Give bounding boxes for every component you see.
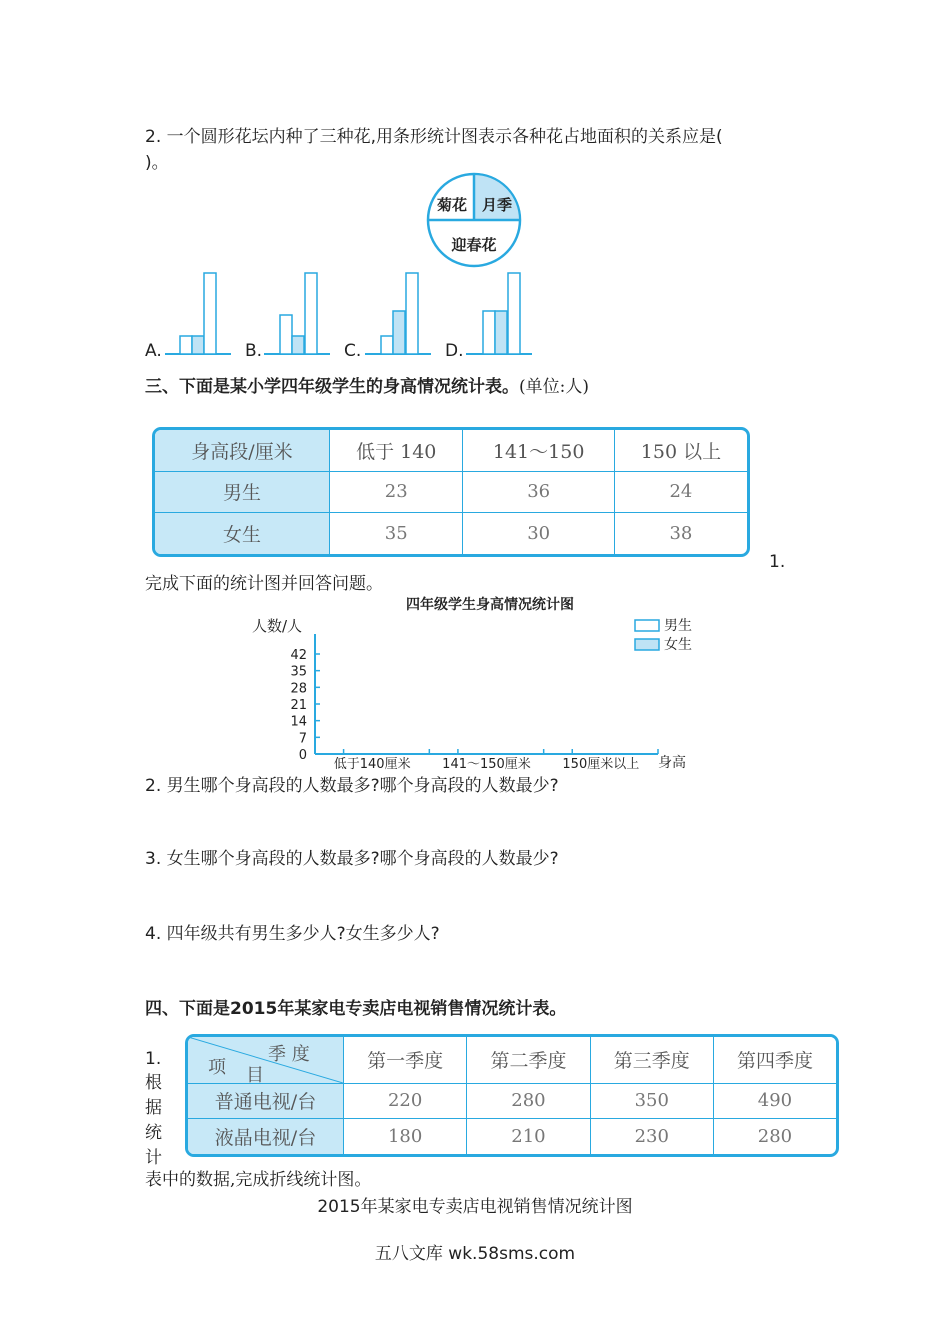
y-tick-label: 35 <box>290 664 307 680</box>
section4-heading: 四、下面是2015年某家电专卖店电视销售情况统计表。 <box>145 999 567 1019</box>
y-tick-label: 21 <box>290 698 307 713</box>
legend-label-boys: 男生 <box>664 618 692 634</box>
row-label-lcd-tv: 液晶电视/台 <box>188 1119 344 1154</box>
table-cell: 24 <box>614 471 747 513</box>
pie-label-jasmine: 迎春花 <box>451 236 497 254</box>
section4-side-2: 据 <box>145 1098 162 1118</box>
section3-heading-text: 三、下面是某小学四年级学生的身高情况统计表。 <box>145 377 519 397</box>
option-c-label[interactable]: C. <box>344 341 362 361</box>
option-b-bars <box>264 270 330 358</box>
x-category-label: 141～150厘米 <box>442 757 531 772</box>
row-label-regular-tv: 普通电视/台 <box>188 1083 344 1119</box>
pie-label-chrysanthemum: 菊花 <box>436 196 468 214</box>
y-tick-label: 14 <box>290 714 307 730</box>
option-a-bars <box>165 270 231 358</box>
x-axis-label: 身高 <box>658 755 686 771</box>
section3-q3: 3. 女生哪个身高段的人数最多?哪个身高段的人数最少? <box>145 849 559 869</box>
table-cell: 350 <box>590 1083 713 1119</box>
footer-watermark: 五八文库 wk.58sms.com <box>374 1244 576 1264</box>
y-tick-label: 7 <box>298 731 307 747</box>
section3-q4: 4. 四年级共有男生多少人?女生多少人? <box>145 924 440 944</box>
table-row <box>155 471 747 513</box>
option-b-label[interactable]: B. <box>245 341 263 361</box>
option-c-bars <box>365 270 431 358</box>
row-label-girls: 女生 <box>155 513 330 554</box>
section3-q1-text: 完成下面的统计图并回答问题。 <box>145 574 383 594</box>
tv-table-q1: 第一季度 <box>344 1037 467 1083</box>
table-cell: 30 <box>463 513 614 554</box>
row-label-boys: 男生 <box>155 471 330 513</box>
tv-table-header-row <box>188 1037 836 1083</box>
height-table-col2: 141～150 <box>463 430 614 471</box>
table-cell: 220 <box>344 1083 467 1119</box>
table-row <box>188 1083 836 1119</box>
table-cell: 230 <box>590 1119 713 1154</box>
height-bar-chart <box>240 594 700 772</box>
table-cell: 23 <box>330 471 463 513</box>
flower-pie-chart <box>425 170 523 270</box>
table-cell: 180 <box>344 1119 467 1154</box>
y-tick-label: 0 <box>298 748 307 763</box>
section3-unit: (单位:人) <box>519 377 589 397</box>
tv-table-q3: 第三季度 <box>590 1037 713 1083</box>
y-axis-label: 人数/人 <box>252 617 303 635</box>
corner-bottom-left-label: 项 <box>208 1057 226 1078</box>
table-cell: 35 <box>330 513 463 554</box>
table-cell: 490 <box>713 1083 836 1119</box>
option-d-bars <box>466 270 532 358</box>
section4-side-4: 计 <box>145 1148 162 1168</box>
section3-q2: 2. 男生哪个身高段的人数最多?哪个身高段的人数最少? <box>145 776 559 796</box>
tv-sales-table <box>185 1034 839 1157</box>
tv-table-corner <box>188 1037 344 1086</box>
table-cell: 36 <box>463 471 614 513</box>
line-chart-title: 2015年某家电专卖店电视销售情况统计图 <box>317 1197 633 1217</box>
legend-swatch-girls <box>635 639 659 650</box>
table-row <box>188 1119 836 1154</box>
legend-label-girls: 女生 <box>664 637 692 653</box>
table-cell: 280 <box>467 1083 590 1119</box>
y-tick-label: 28 <box>290 681 307 697</box>
section4-q1-tail: 表中的数据,完成折线统计图。 <box>145 1170 372 1190</box>
legend-swatch-boys <box>635 620 659 631</box>
x-category-label: 低于140厘米 <box>333 757 411 772</box>
section4-q1-number: 1. <box>145 1049 162 1069</box>
section3-q1-number: 1. <box>769 552 786 572</box>
height-table <box>152 427 750 557</box>
tv-table-q4: 第四季度 <box>713 1037 836 1083</box>
section4-side-1: 根 <box>145 1073 162 1093</box>
height-table-col1: 低于 140 <box>330 430 463 471</box>
corner-top-label: 季 度 <box>268 1044 310 1065</box>
chart-title: 四年级学生身高情况统计图 <box>406 597 574 613</box>
option-a-label[interactable]: A. <box>145 341 162 361</box>
q2-line1: 2. 一个圆形花坛内种了三种花,用条形统计图表示各种花占地面积的关系应是( <box>145 127 723 147</box>
table-cell: 38 <box>614 513 747 554</box>
y-tick-label: 42 <box>290 648 307 663</box>
section4-side-3: 统 <box>145 1123 162 1143</box>
x-category-label: 150厘米以上 <box>562 757 640 772</box>
option-d-label[interactable]: D. <box>445 341 464 361</box>
height-table-col3: 150 以上 <box>614 430 747 471</box>
pie-label-rose: 月季 <box>481 196 513 214</box>
height-table-corner: 身高段/厘米 <box>155 430 330 471</box>
tv-table-q2: 第二季度 <box>467 1037 590 1083</box>
table-row <box>155 513 747 554</box>
chart-legend <box>635 617 692 653</box>
table-cell: 210 <box>467 1119 590 1154</box>
section3-heading <box>145 376 589 398</box>
corner-bottom-right-label: 目 <box>246 1065 264 1086</box>
height-table-header-row <box>155 430 747 471</box>
table-cell: 280 <box>713 1119 836 1154</box>
q2-line2: )。 <box>145 153 169 173</box>
